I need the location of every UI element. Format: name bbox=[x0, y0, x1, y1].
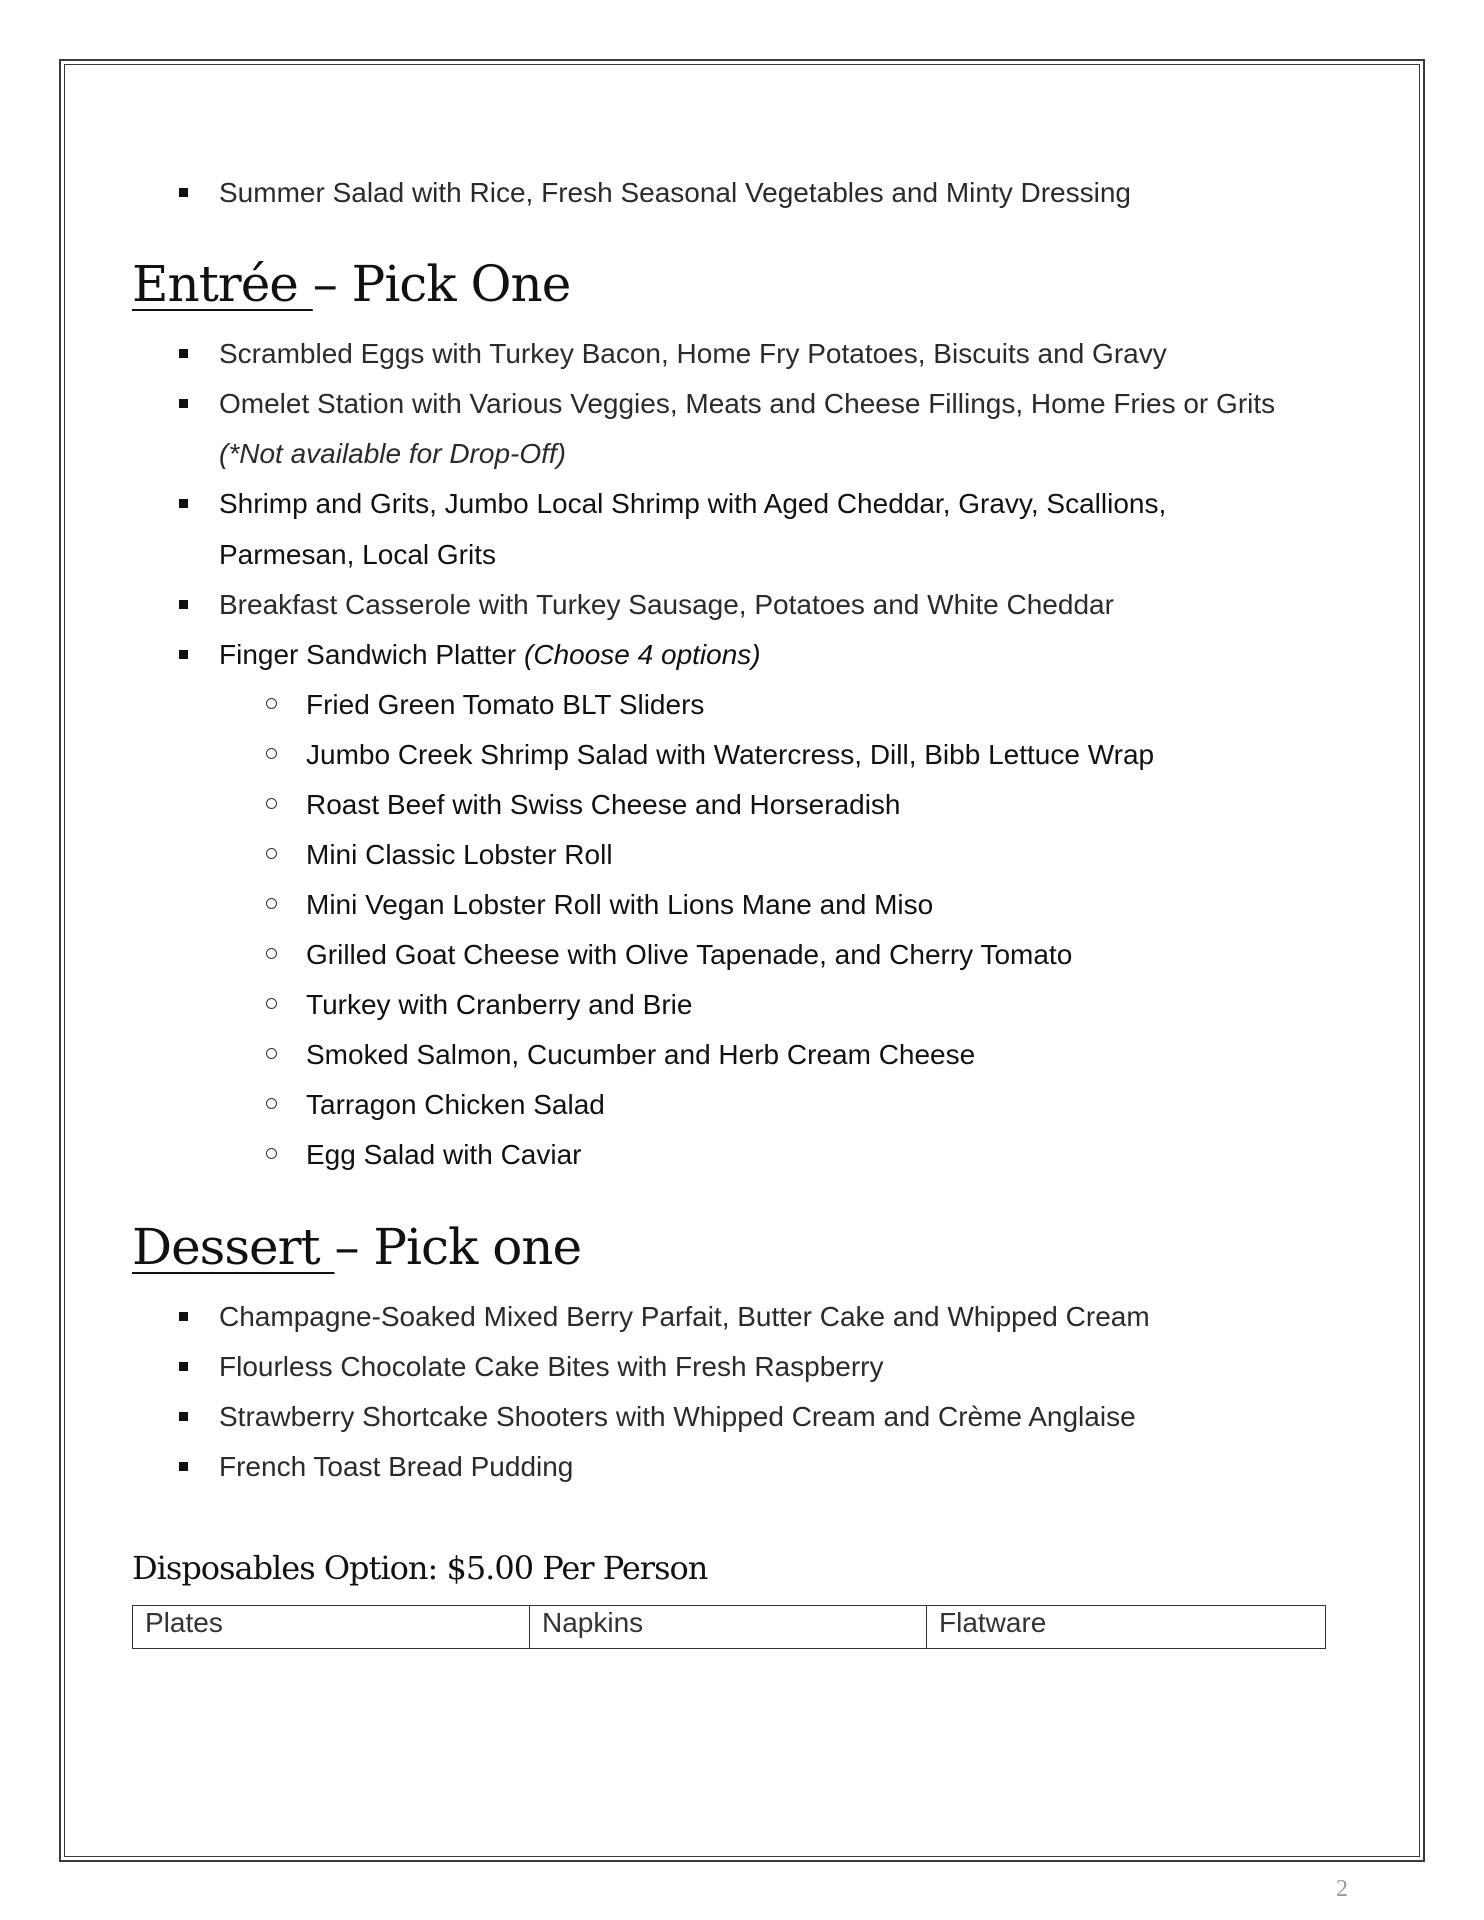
entree-heading bbox=[132, 254, 570, 314]
sub-list-item: Jumbo Creek Shrimp Salad with Watercress, Dill, Bibb Lettuce Wrap bbox=[306, 738, 1154, 772]
square-bullet-icon bbox=[179, 349, 188, 358]
circle-bullet-icon bbox=[266, 1048, 277, 1059]
table-cell-plates: Plates bbox=[133, 1606, 530, 1649]
circle-bullet-icon bbox=[266, 898, 277, 909]
table-row bbox=[133, 1606, 1326, 1649]
circle-bullet-icon bbox=[266, 948, 277, 959]
sub-list-item: Smoked Salmon, Cucumber and Herb Cream Cheese bbox=[306, 1038, 975, 1072]
list-item: Shrimp and Grits, Jumbo Local Shrimp with Aged Cheddar, Gravy, Scallions, bbox=[219, 487, 1166, 521]
list-item: Breakfast Casserole with Turkey Sausage, Potatoes and White Cheddar bbox=[219, 588, 1114, 622]
circle-bullet-icon bbox=[266, 1148, 277, 1159]
list-item: Flourless Chocolate Cake Bites with Fresh Raspberry bbox=[219, 1350, 883, 1384]
square-bullet-icon bbox=[179, 1312, 188, 1321]
circle-bullet-icon bbox=[266, 798, 277, 809]
square-bullet-icon bbox=[179, 650, 188, 659]
sub-list-item: Mini Vegan Lobster Roll with Lions Mane and Miso bbox=[306, 888, 933, 922]
square-bullet-icon bbox=[179, 1362, 188, 1371]
square-bullet-icon bbox=[179, 1412, 188, 1421]
entree-heading-rest: – Pick One bbox=[312, 255, 571, 313]
sub-list-item: Fried Green Tomato BLT Sliders bbox=[306, 688, 704, 722]
circle-bullet-icon bbox=[266, 998, 277, 1009]
sub-list-item: Roast Beef with Swiss Cheese and Horseradish bbox=[306, 788, 901, 822]
sub-list-item: Grilled Goat Cheese with Olive Tapenade, and Cherry Tomato bbox=[306, 938, 1072, 972]
dessert-heading bbox=[132, 1217, 581, 1277]
table-cell-flatware: Flatware bbox=[927, 1606, 1326, 1649]
dessert-heading-rest: – Pick one bbox=[334, 1218, 582, 1276]
circle-bullet-icon bbox=[266, 848, 277, 859]
sub-list-item: Turkey with Cranberry and Brie bbox=[306, 988, 692, 1022]
square-bullet-icon bbox=[179, 600, 188, 609]
list-item: Scrambled Eggs with Turkey Bacon, Home Fry Potatoes, Biscuits and Gravy bbox=[219, 337, 1167, 371]
sub-list-item: Egg Salad with Caviar bbox=[306, 1138, 581, 1172]
availability-note: (*Not available for Drop-Off) bbox=[219, 438, 567, 469]
table-cell-napkins: Napkins bbox=[530, 1606, 927, 1649]
dessert-heading-main: Dessert bbox=[132, 1218, 335, 1276]
sub-list-item: Tarragon Chicken Salad bbox=[306, 1088, 605, 1122]
list-item: Finger Sandwich Platter (Choose 4 options) bbox=[219, 638, 761, 672]
list-item: Omelet Station with Various Veggies, Meats and Cheese Fillings, Home Fries or Grits bbox=[219, 387, 1275, 421]
circle-bullet-icon bbox=[266, 1098, 277, 1109]
circle-bullet-icon bbox=[266, 698, 277, 709]
list-item-continuation: Parmesan, Local Grits bbox=[219, 539, 496, 570]
list-item: Champagne-Soaked Mixed Berry Parfait, Butter Cake and Whipped Cream bbox=[219, 1300, 1150, 1334]
disposables-heading: Disposables Option: $5.00 Per Person bbox=[132, 1549, 708, 1587]
square-bullet-icon bbox=[179, 499, 188, 508]
square-bullet-icon bbox=[179, 1462, 188, 1471]
disposables-table bbox=[132, 1605, 1326, 1649]
entree-heading-main: Entrée bbox=[132, 255, 313, 313]
list-item: Strawberry Shortcake Shooters with Whipped Cream and Crème Anglaise bbox=[219, 1400, 1136, 1434]
sub-list-item: Mini Classic Lobster Roll bbox=[306, 838, 613, 872]
square-bullet-icon bbox=[179, 188, 188, 197]
page-number: 2 bbox=[1336, 1876, 1348, 1902]
list-item: Summer Salad with Rice, Fresh Seasonal Vegetables and Minty Dressing bbox=[219, 176, 1131, 210]
square-bullet-icon bbox=[179, 399, 188, 408]
circle-bullet-icon bbox=[266, 748, 277, 759]
list-item: French Toast Bread Pudding bbox=[219, 1450, 573, 1484]
